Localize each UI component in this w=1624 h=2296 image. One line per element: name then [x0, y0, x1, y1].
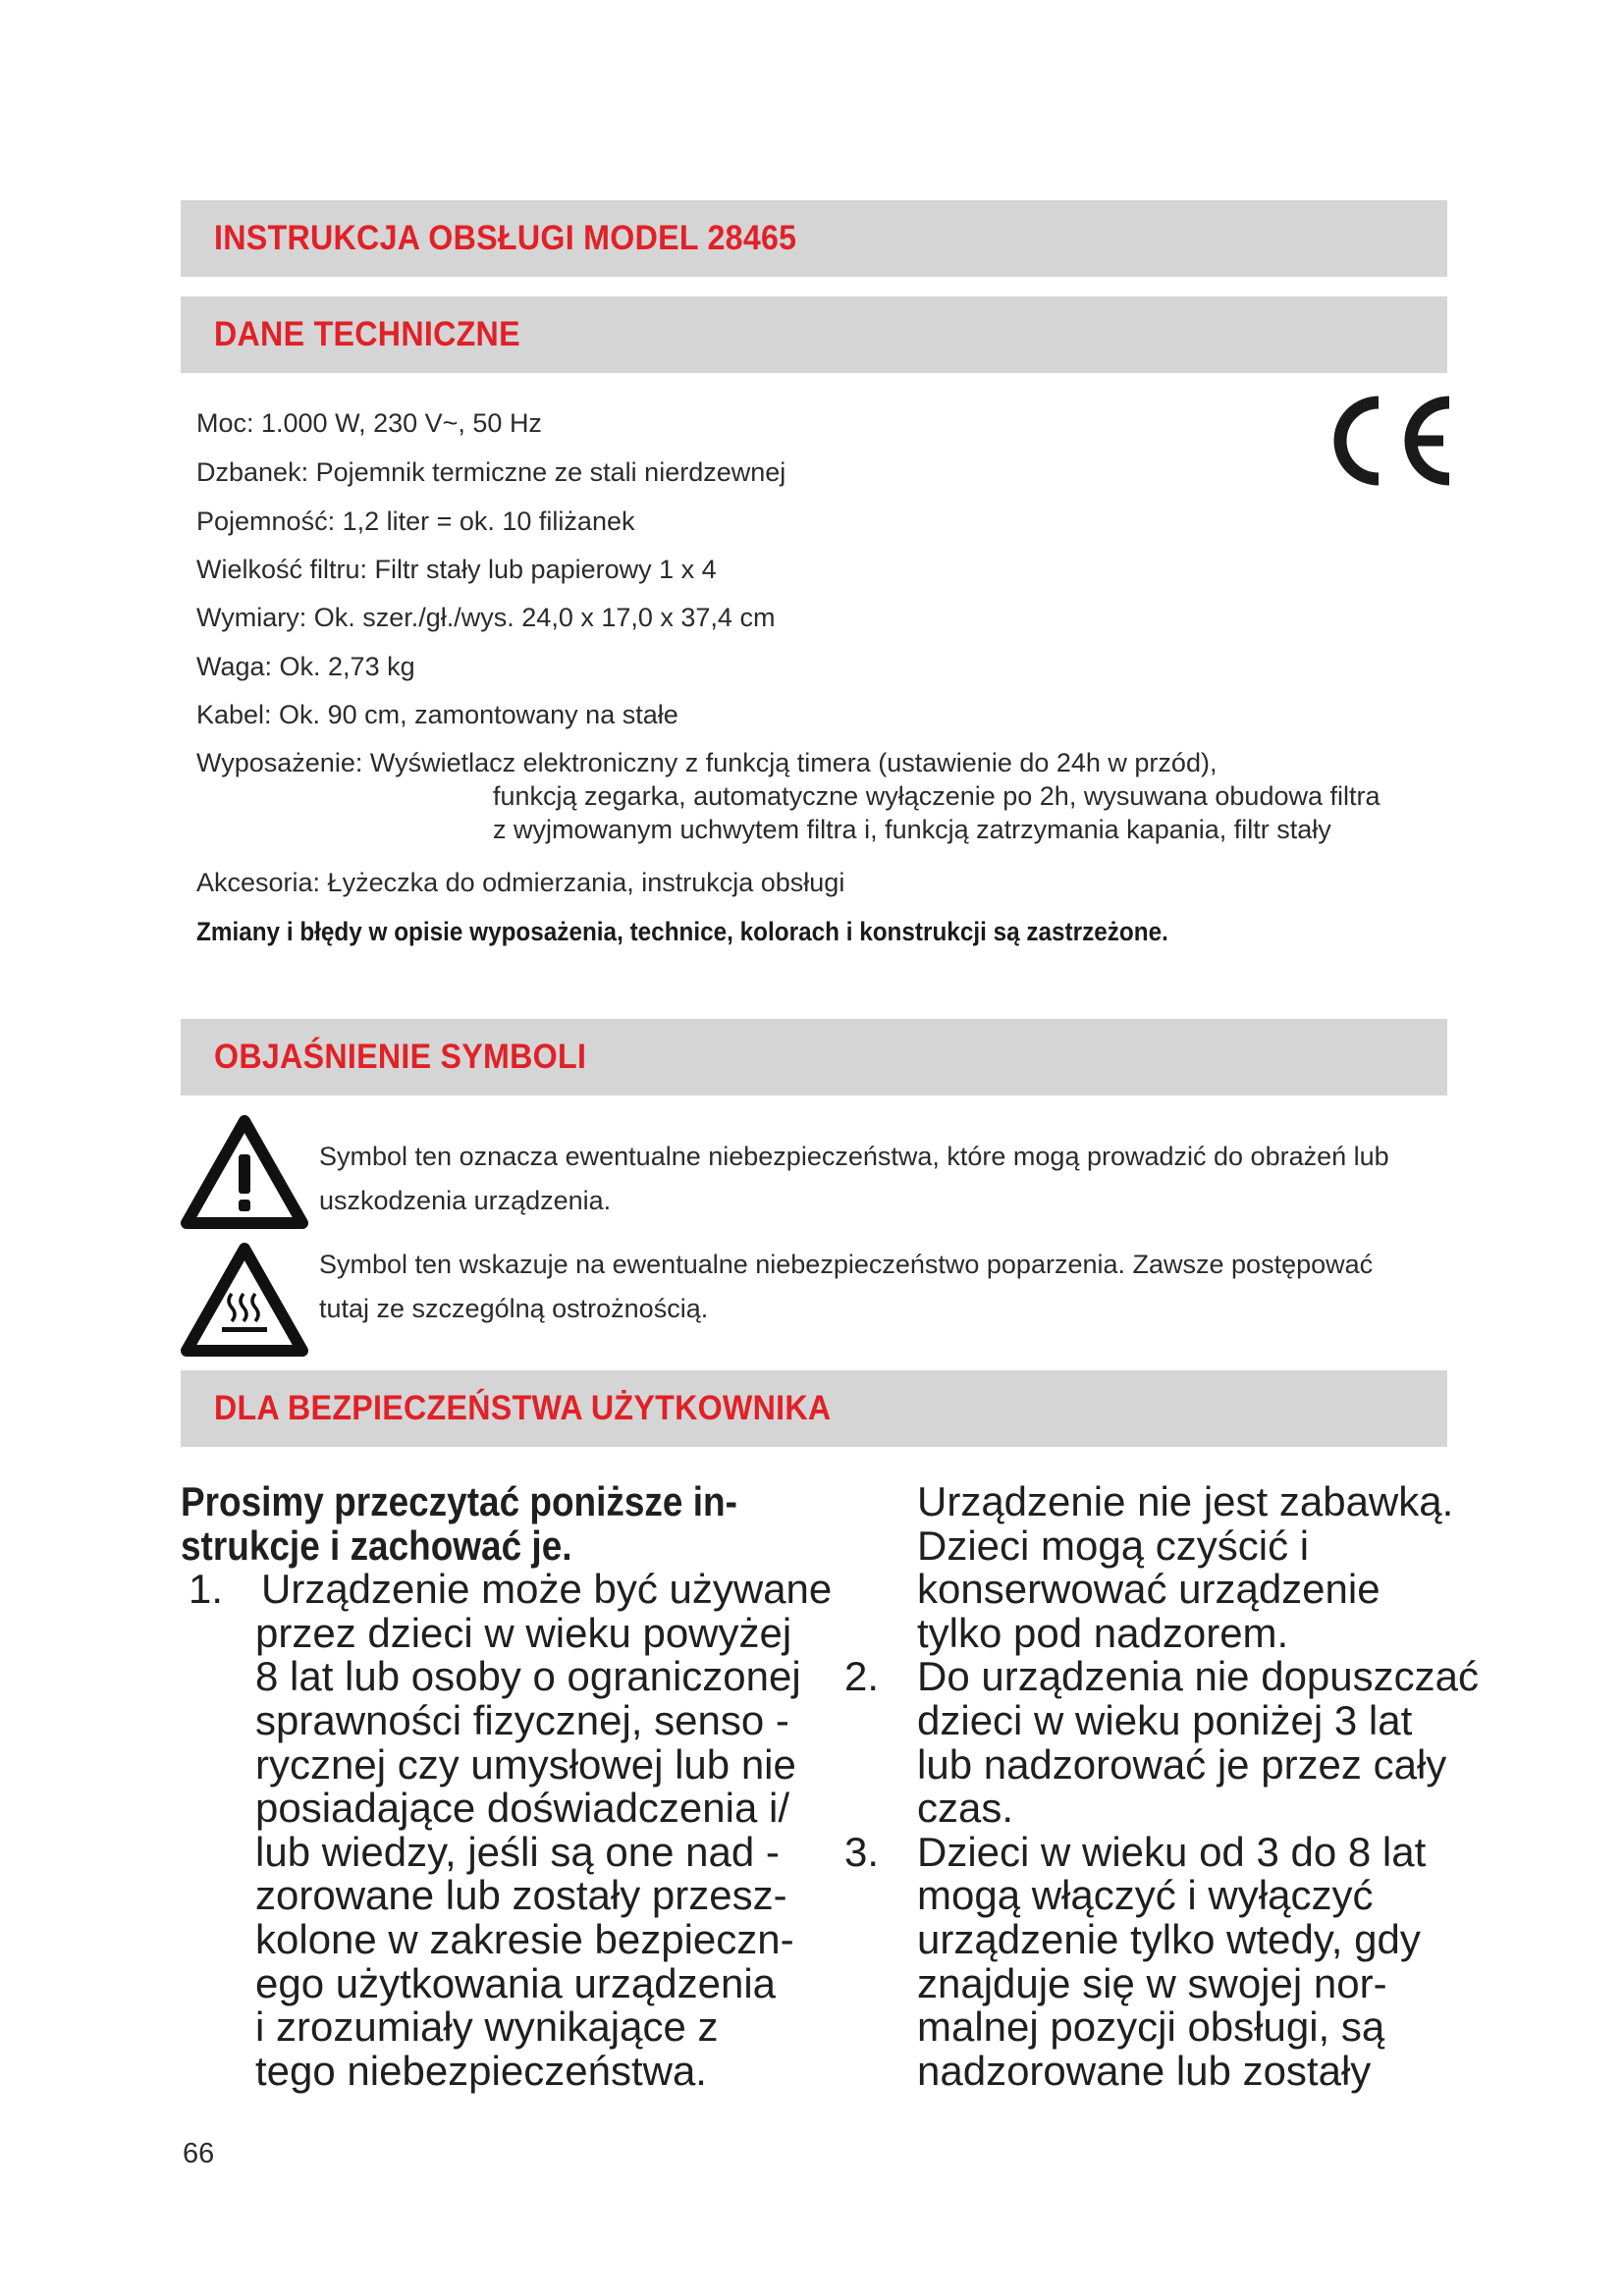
safety-item-2-body: [844, 1696, 1459, 1832]
safety-item-3-line: mogą włączyć i wyłączyć: [917, 1872, 1374, 1919]
symbol-hot-line-2: tutaj ze szczególną ostrożnością.: [319, 1294, 709, 1323]
safety-item-1-line: zorowane lub zostały przesz-: [255, 1872, 787, 1919]
manual-title-bar: [181, 200, 1447, 277]
safety-item-1-cont-line: Dzieci mogą czyścić i: [917, 1522, 1310, 1569]
safety-item-1-continued: [844, 1480, 1459, 1655]
spec-jug: Dzbanek: Pojemnik termiczne ze stali nierdzewnej: [196, 457, 786, 487]
symbol-hot-line-1: Symbol ten wskazuje na ewentualne niebezpieczeństwo poparzenia. Zawsze postępować: [319, 1250, 1374, 1279]
safety-item-2-line: dzieci w wieku poniżej 3 lat: [917, 1696, 1413, 1743]
safety-item-1-line: posiadające doświadczenia i/: [255, 1785, 790, 1832]
safety-item-3-line: malnej pozycji obsługi, są: [917, 2003, 1385, 2051]
safety-item-2-line: czas.: [917, 1785, 1014, 1832]
symbols-bar: [181, 1019, 1447, 1095]
hot-surface-icon: [181, 1243, 308, 1357]
safety-item-3-line: znajduje się w swojej nor-: [917, 1959, 1387, 2006]
safety-item-3-line: urządzenie tylko wtedy, gdy: [917, 1915, 1421, 1962]
safety-item-3-body: [844, 1874, 1459, 2093]
safety-item-3-first: [844, 1828, 1459, 1875]
safety-item-1-cont-line: Urządzenie nie jest zabawką.: [917, 1478, 1454, 1524]
spec-capacity: Pojemność: 1,2 liter = ok. 10 filiżanek: [196, 507, 635, 536]
safety-item-1-line: sprawności fizycznej, senso -: [255, 1696, 789, 1743]
safety-intro-line-2: strukcje i zachować je.: [181, 1522, 572, 1569]
page-number: 66: [183, 2138, 215, 2169]
safety-intro-line-1: Prosimy przeczytać poniższe in-: [181, 1478, 737, 1524]
safety-item-1-number: 1.: [189, 1566, 224, 1613]
safety-item-1-first: [181, 1566, 833, 1613]
safety-item-2-first: [844, 1653, 1480, 1700]
safety-item-3-line: nadzorowane lub zostały: [917, 2047, 1372, 2094]
safety-item-1-line: 8 lat lub osoby o ograniczonej: [255, 1653, 801, 1700]
spec-accessories: Akcesoria: Łyżeczka do odmierzania, instrukcja obsługi: [196, 868, 845, 897]
safety-item-2-number: 2.: [844, 1653, 880, 1700]
safety-item-1-line: kolone w zakresie bezpieczn-: [255, 1915, 794, 1962]
spec-filter: Wielkość filtru: Filtr stały lub papierowy 1 x 4: [196, 555, 717, 584]
safety-item-1-line: tego niebezpieczeństwa.: [255, 2047, 707, 2094]
technical-data-bar: [181, 296, 1447, 373]
spec-cable: Kabel: Ok. 90 cm, zamontowany na stałe: [196, 700, 678, 729]
safety-item-3-line: Dzieci w wieku od 3 do 8 lat: [917, 1828, 1427, 1875]
symbol-warning-line-2: uszkodzenia urządzenia.: [319, 1186, 612, 1215]
safety-item-1-body: [181, 1609, 821, 2094]
symbol-warning-line-1: Symbol ten oznacza ewentualne niebezpieczeństwa, które mogą prowadzić do obrażeń lub: [319, 1142, 1389, 1171]
symbols-heading: OBJAŚNIENIE SYMBOLI: [214, 1038, 587, 1076]
safety-item-1-cont-line: konserwować urządzenie: [917, 1566, 1380, 1613]
safety-item-3-number: 3.: [844, 1828, 880, 1875]
warning-exclamation-icon: [181, 1115, 308, 1229]
disclaimer-note: Zmiany i błędy w opisie wyposażenia, technice, kolorach i konstrukcji są zastrzeżone.: [196, 917, 1168, 946]
safety-item-1-line: Urządzenie może być używane: [261, 1566, 833, 1613]
safety-left-column: [181, 1478, 833, 2094]
manual-title: INSTRUKCJA OBSŁUGI MODEL 28465: [214, 219, 797, 257]
safety-item-1-line: lub wiedzy, jeśli są one nad -: [255, 1828, 780, 1875]
safety-item-1-line: ego użytkowania urządzenia: [255, 1959, 777, 2006]
spec-equipment: Wyposażenie: Wyświetlacz elektroniczny z funkcją timera (ustawienie do 24h w przód),: [196, 748, 1218, 777]
spec-weight: Waga: Ok. 2,73 kg: [196, 652, 415, 681]
ce-mark-icon: [1322, 389, 1455, 491]
safety-item-1-cont-line: tylko pod nadzorem.: [917, 1609, 1289, 1656]
safety-right-column: [844, 1478, 1480, 2094]
spec-dimensions: Wymiary: Ok. szer./gł./wys. 24,0 x 17,0 x 37,4 cm: [196, 603, 776, 632]
safety-item-1-line: rycznej czy umysłowej lub nie: [255, 1740, 796, 1788]
spec-power: Moc: 1.000 W, 230 V~, 50 Hz: [196, 408, 542, 438]
safety-item-1-line: przez dzieci w wieku powyżej: [255, 1609, 792, 1656]
safety-item-2-line: Do urządzenia nie dopuszczać: [917, 1653, 1480, 1700]
spec-equipment-cont-2: z wyjmowanym uchwytem filtra i, funkcją zatrzymania kapania, filtr stały: [493, 815, 1331, 844]
technical-data-heading: DANE TECHNICZNE: [214, 315, 520, 353]
safety-heading: DLA BEZPIECZEŃSTWA UŻYTKOWNIKA: [214, 1389, 832, 1427]
safety-item-1-line: i zrozumiały wynikające z: [255, 2003, 719, 2051]
safety-item-2-line: lub nadzorować je przez cały: [917, 1740, 1447, 1788]
spec-equipment-cont-1: funkcją zegarka, automatyczne wyłączenie po 2h, wysuwana obudowa filtra: [493, 781, 1380, 811]
safety-bar: [181, 1370, 1447, 1447]
